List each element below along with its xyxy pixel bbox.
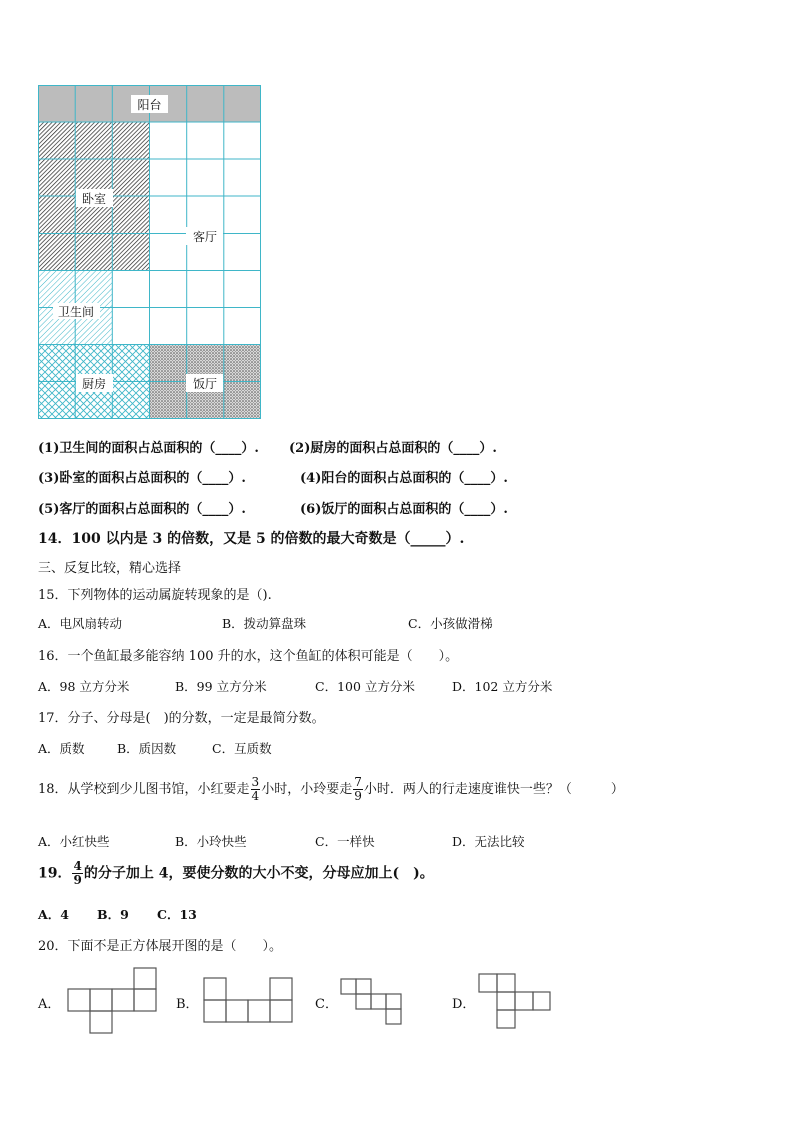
fraction-numerator: 3 [251,775,260,789]
q15-option-b: B．拨动算盘珠 [222,616,307,631]
section-title: 三、反复比较，精心选择 [38,561,182,576]
q15-text: 15．下列物体的运动属旋转现象的是（). [38,588,272,603]
q16-option-b: B．99 立方分米 [175,679,267,694]
q18-middle: 小时，小玲要走 [261,782,353,797]
fraction-3-4 [251,776,261,803]
q13-part1: (1)卫生间的面积占总面积的（____）. [38,441,259,456]
q19-option-b: B．9 [97,907,129,922]
label-living: 客厅 [192,230,218,244]
q19-option-a: A．4 [38,907,69,922]
q18-option-a: A．小红快些 [38,834,110,849]
q13-part3: (3)卧室的面积占总面积的（____）. [38,471,246,486]
q16-text: 16．一个鱼缸最多能容纳 100 升的水，这个鱼缸的体积可能是（ ）。 [38,649,459,664]
q17-option-c: C．互质数 [212,741,272,756]
fraction-denominator: 9 [354,789,362,803]
label-bedroom: 卧室 [81,192,107,206]
q19-suffix: 的分子加上 4，要使分数的大小不变，分母应加上( )。 [83,865,434,882]
cube-net-c [340,978,402,1026]
q19-prefix: 19． [38,865,72,882]
cube-net-d [478,973,552,1029]
q13-part6: (6)饭厅的面积占总面积的（____）. [300,502,508,517]
fraction-7-9 [353,776,363,803]
floor-plan-grid [38,85,261,419]
q19-option-c: C．13 [157,907,197,922]
label-balcony: 阳台 [137,98,162,112]
q20-option-c: C． [315,997,338,1012]
label-kitchen: 厨房 [81,377,107,391]
q16-option-a: A．98 立方分米 [38,679,130,694]
q19-text [38,860,434,887]
q15-option-a: A．电风扇转动 [38,616,123,631]
q18-option-b: B．小玲快些 [175,834,247,849]
q16-option-c: C．100 立方分米 [315,679,415,694]
q18-text [38,776,624,803]
q20-option-a: A． [38,997,61,1012]
cube-net-b [203,977,295,1025]
floor-plan [38,85,261,419]
q18-option-c: C．一样快 [315,834,375,849]
q17-option-b: B．质因数 [117,741,177,756]
q18-option-d: D．无法比较 [452,834,525,849]
q13-part5: (5)客厅的面积占总面积的（____）. [38,502,246,517]
q16-option-d: D．102 立方分米 [452,679,553,694]
q18-suffix: 小时．两人的行走速度谁快一些？（ ） [363,782,624,797]
fraction-4-9 [72,860,82,887]
cube-net-a [67,967,159,1035]
q18-prefix: 18．从学校到少儿图书馆，小红要走 [38,782,250,797]
fraction-denominator: 9 [73,873,82,887]
q20-option-b: B． [176,997,199,1012]
q17-option-a: A．质数 [38,741,85,756]
q13-part4: (4)阳台的面积占总面积的（____）. [300,471,508,486]
fraction-denominator: 4 [251,789,260,803]
q13-part2: (2)厨房的面积占总面积的（____）. [289,441,497,456]
fraction-numerator: 7 [354,775,362,789]
q15-option-c: C．小孩做滑梯 [408,616,493,631]
label-bathroom: 卫生间 [57,305,95,319]
label-dining: 饭厅 [192,377,218,391]
q17-text: 17．分子、分母是( )的分数，一定是最简分数。 [38,711,325,726]
q20-text: 20．下面不是正方体展开图的是（ ）。 [38,939,283,954]
q20-option-d: D． [452,997,476,1012]
q14-text: 14．100 以内是 3 的倍数，又是 5 的倍数的最大奇数是（_____）. [38,531,465,547]
fraction-numerator: 4 [73,859,82,873]
